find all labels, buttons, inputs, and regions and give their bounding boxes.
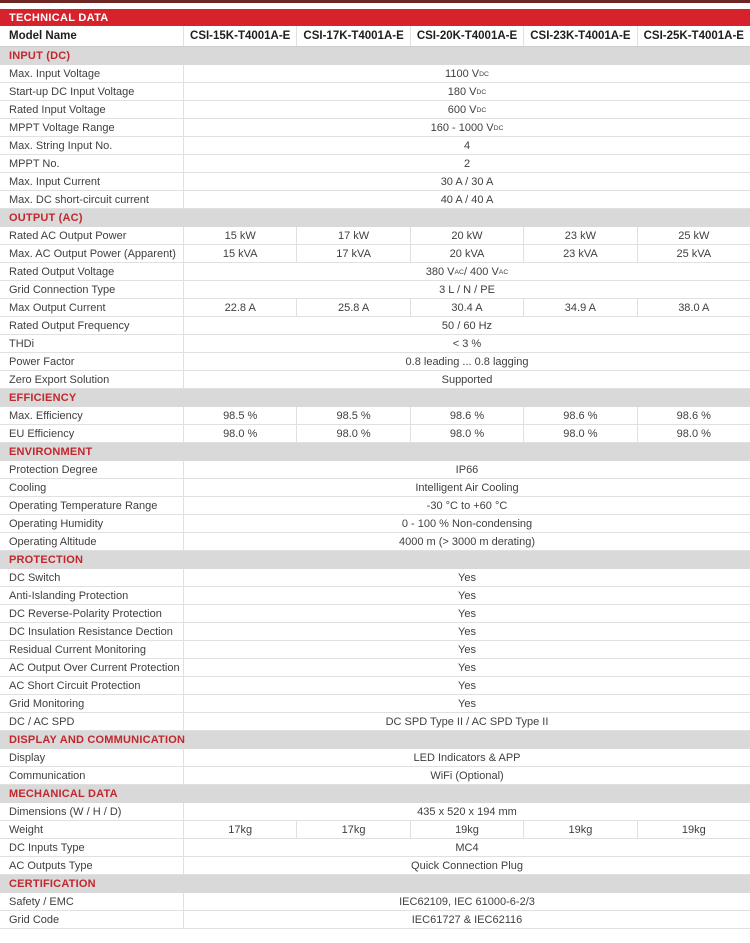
spec-value: 4000 m (> 3000 m derating) [183,533,750,550]
spec-value-cell: 19kg [410,821,523,838]
spec-row [0,263,750,281]
spec-value: LED Indicators & APP [183,749,750,766]
section-title: ENVIRONMENT [9,446,93,458]
spec-row [0,857,750,875]
spec-row [0,533,750,551]
spec-label: Grid Code [9,913,60,926]
spec-row [0,587,750,605]
spec-value: Yes [183,605,750,622]
spec-row [0,65,750,83]
spec-row [0,677,750,695]
spec-label: DC Insulation Resistance Dection [9,625,173,638]
spec-value: WiFi (Optional) [183,767,750,784]
spec-value-cell: 38.0 A [637,299,750,316]
spec-label: Communication [9,769,86,782]
spec-value: -30 °C to +60 °C [183,497,750,514]
spec-label: DC Switch [9,571,61,584]
spec-label: Start-up DC Input Voltage [9,85,135,98]
spec-value: MC4 [183,839,750,856]
section-header-mechanical-data [0,785,750,803]
section-header-environment [0,443,750,461]
spec-label: Operating Temperature Range [9,499,158,512]
spec-row [0,839,750,857]
spec-value: 160 - 1000 V $_{DC}$ [183,119,750,136]
spec-row [0,227,750,245]
spec-row [0,569,750,587]
spec-value-cell: 98.0 % [296,425,409,442]
spec-row [0,605,750,623]
spec-value-cell: 19kg [523,821,636,838]
spec-label: Max. AC Output Power (Apparent) [9,247,176,260]
model-name-2: CSI-17K-T4001A-E [296,26,409,46]
section-header-protection [0,551,750,569]
spec-value-cell: 98.0 % [183,425,296,442]
page-title: TECHNICAL DATA [9,11,109,24]
model-name-label: Model Name [9,30,77,42]
top-rule-divider [0,0,750,3]
spec-label: THDi [9,337,35,350]
model-name-4: CSI-23K-T4001A-E [523,26,636,46]
spec-value: Yes [183,641,750,658]
model-name-1: CSI-15K-T4001A-E [183,26,296,46]
section-title: INPUT (DC) [9,50,71,62]
spec-label: AC Output Over Current Protection [9,661,180,674]
spec-label: Grid Connection Type [9,283,116,296]
spec-label: Operating Altitude [9,535,97,548]
spec-label: Display [9,751,46,764]
spec-value: 2 [183,155,750,172]
spec-value-cell: 15 kVA [183,245,296,262]
spec-label: Power Factor [9,355,75,368]
spec-label: Safety / EMC [9,895,74,908]
spec-row [0,245,750,263]
spec-value-cell: 17kg [296,821,409,838]
spec-value-cell: 25 kVA [637,245,750,262]
spec-label: Cooling [9,481,47,494]
spec-value-cell: 23 kVA [523,245,636,262]
spec-value-cell: 22.8 A [183,299,296,316]
spec-label: Zero Export Solution [9,373,110,386]
spec-label: DC / AC SPD [9,715,75,728]
spec-row [0,191,750,209]
spec-value-cell: 23 kW [523,227,636,244]
spec-row [0,335,750,353]
spec-value: Yes [183,659,750,676]
spec-label: MPPT No. [9,157,60,170]
spec-row [0,911,750,929]
section-header-output-ac [0,209,750,227]
spec-label: AC Short Circuit Protection [9,679,141,692]
spec-label: DC Inputs Type [9,841,85,854]
spec-value: Quick Connection Plug [183,857,750,874]
spec-label: Rated Input Voltage [9,103,106,116]
spec-value-cell: 17 kW [296,227,409,244]
spec-value-cell: 98.5 % [183,407,296,424]
spec-value-cell: 25 kW [637,227,750,244]
section-title: OUTPUT (AC) [9,212,83,224]
spec-value: < 3 % [183,335,750,352]
spec-row [0,137,750,155]
spec-value-cell: 25.8 A [296,299,409,316]
section-header-display-communication [0,731,750,749]
spec-value-cell: 15 kW [183,227,296,244]
spec-value: Yes [183,623,750,640]
spec-label: Max. String Input No. [9,139,113,152]
spec-value: IEC61727 & IEC62116 [183,911,750,928]
spec-value: 600 V $_{DC}$ [183,101,750,118]
spec-value-cell: 98.6 % [637,407,750,424]
model-name-5: CSI-25K-T4001A-E [637,26,750,46]
spec-value: IP66 [183,461,750,478]
spec-value: Yes [183,569,750,586]
spec-row [0,713,750,731]
spec-value: Supported [183,371,750,388]
spec-value: 40 A / 40 A [183,191,750,208]
spec-row [0,281,750,299]
spec-label: Grid Monitoring [9,697,85,710]
section-title: MECHANICAL DATA [9,788,118,800]
spec-label: Protection Degree [9,463,98,476]
spec-value: 435 x 520 x 194 mm [183,803,750,820]
spec-label: Dimensions (W / H / D) [9,805,122,818]
spec-label: Residual Current Monitoring [9,643,146,656]
spec-value-cell: 20 kW [410,227,523,244]
spec-row [0,479,750,497]
spec-label: Rated Output Frequency [9,319,130,332]
spec-value: 0.8 leading ... 0.8 lagging [183,353,750,370]
spec-value-cell: 98.0 % [637,425,750,442]
spec-row [0,695,750,713]
spec-label: Weight [9,823,44,836]
spec-value: 380 V $_{AC}$ / 400 V $_{AC}$ [183,263,750,280]
spec-value: 180 V $_{DC}$ [183,83,750,100]
spec-row [0,461,750,479]
spec-label: Rated Output Voltage [9,265,115,278]
spec-row [0,425,750,443]
section-header-certification [0,875,750,893]
spec-row [0,623,750,641]
spec-row [0,299,750,317]
spec-value-cell: 98.6 % [523,407,636,424]
spec-row [0,119,750,137]
spec-label: Rated AC Output Power [9,229,127,242]
spec-row [0,515,750,533]
spec-value: Intelligent Air Cooling [183,479,750,496]
spec-value: 50 / 60 Hz [183,317,750,334]
title-bar [0,9,750,26]
section-title: DISPLAY AND COMMUNICATION [9,734,186,746]
spec-label: Anti-Islanding Protection [9,589,129,602]
model-header-row [0,26,750,47]
spec-label: EU Efficiency [9,427,75,440]
spec-row [0,767,750,785]
spec-row [0,407,750,425]
spec-row [0,173,750,191]
spec-value-cell: 34.9 A [523,299,636,316]
section-title: PROTECTION [9,554,84,566]
spec-value: Yes [183,695,750,712]
spec-value: DC SPD Type II / AC SPD Type II [183,713,750,730]
spec-label: Max. DC short-circuit current [9,193,149,206]
spec-value: Yes [183,677,750,694]
spec-row [0,821,750,839]
spec-row [0,641,750,659]
spec-row [0,497,750,515]
spec-label: Max Output Current [9,301,106,314]
spec-label: Operating Humidity [9,517,104,530]
spec-value-cell: 98.0 % [523,425,636,442]
spec-value-cell: 98.5 % [296,407,409,424]
spec-value-cell: 98.6 % [410,407,523,424]
spec-row [0,749,750,767]
spec-value-cell: 19kg [637,821,750,838]
spec-value: 0 - 100 % Non-condensing [183,515,750,532]
spec-value-cell: 17kg [183,821,296,838]
spec-row [0,803,750,821]
spec-value: IEC62109, IEC 61000-6-2/3 [183,893,750,910]
spec-row [0,83,750,101]
spec-value: 3 L / N / PE [183,281,750,298]
section-header-efficiency [0,389,750,407]
spec-label: Max. Input Current [9,175,101,188]
spec-label: AC Outputs Type [9,859,93,872]
spec-value-cell: 17 kVA [296,245,409,262]
spec-row [0,893,750,911]
model-name-3: CSI-20K-T4001A-E [410,26,523,46]
spec-value-cell: 30.4 A [410,299,523,316]
spec-row [0,155,750,173]
section-title: CERTIFICATION [9,878,96,890]
spec-label: Max. Efficiency [9,409,83,422]
spec-value: 1100 V $_{DC}$ [183,65,750,82]
spec-value-cell: 98.0 % [410,425,523,442]
section-header-input-dc [0,47,750,65]
spec-value: 30 A / 30 A [183,173,750,190]
spec-row [0,659,750,677]
spec-row [0,101,750,119]
spec-row [0,371,750,389]
spec-label: MPPT Voltage Range [9,121,115,134]
spec-label: DC Reverse-Polarity Protection [9,607,162,620]
section-title: EFFICIENCY [9,392,77,404]
spec-value: 4 [183,137,750,154]
spec-row [0,353,750,371]
spec-value: Yes [183,587,750,604]
spec-row [0,317,750,335]
spec-label: Max. Input Voltage [9,67,101,80]
spec-value-cell: 20 kVA [410,245,523,262]
